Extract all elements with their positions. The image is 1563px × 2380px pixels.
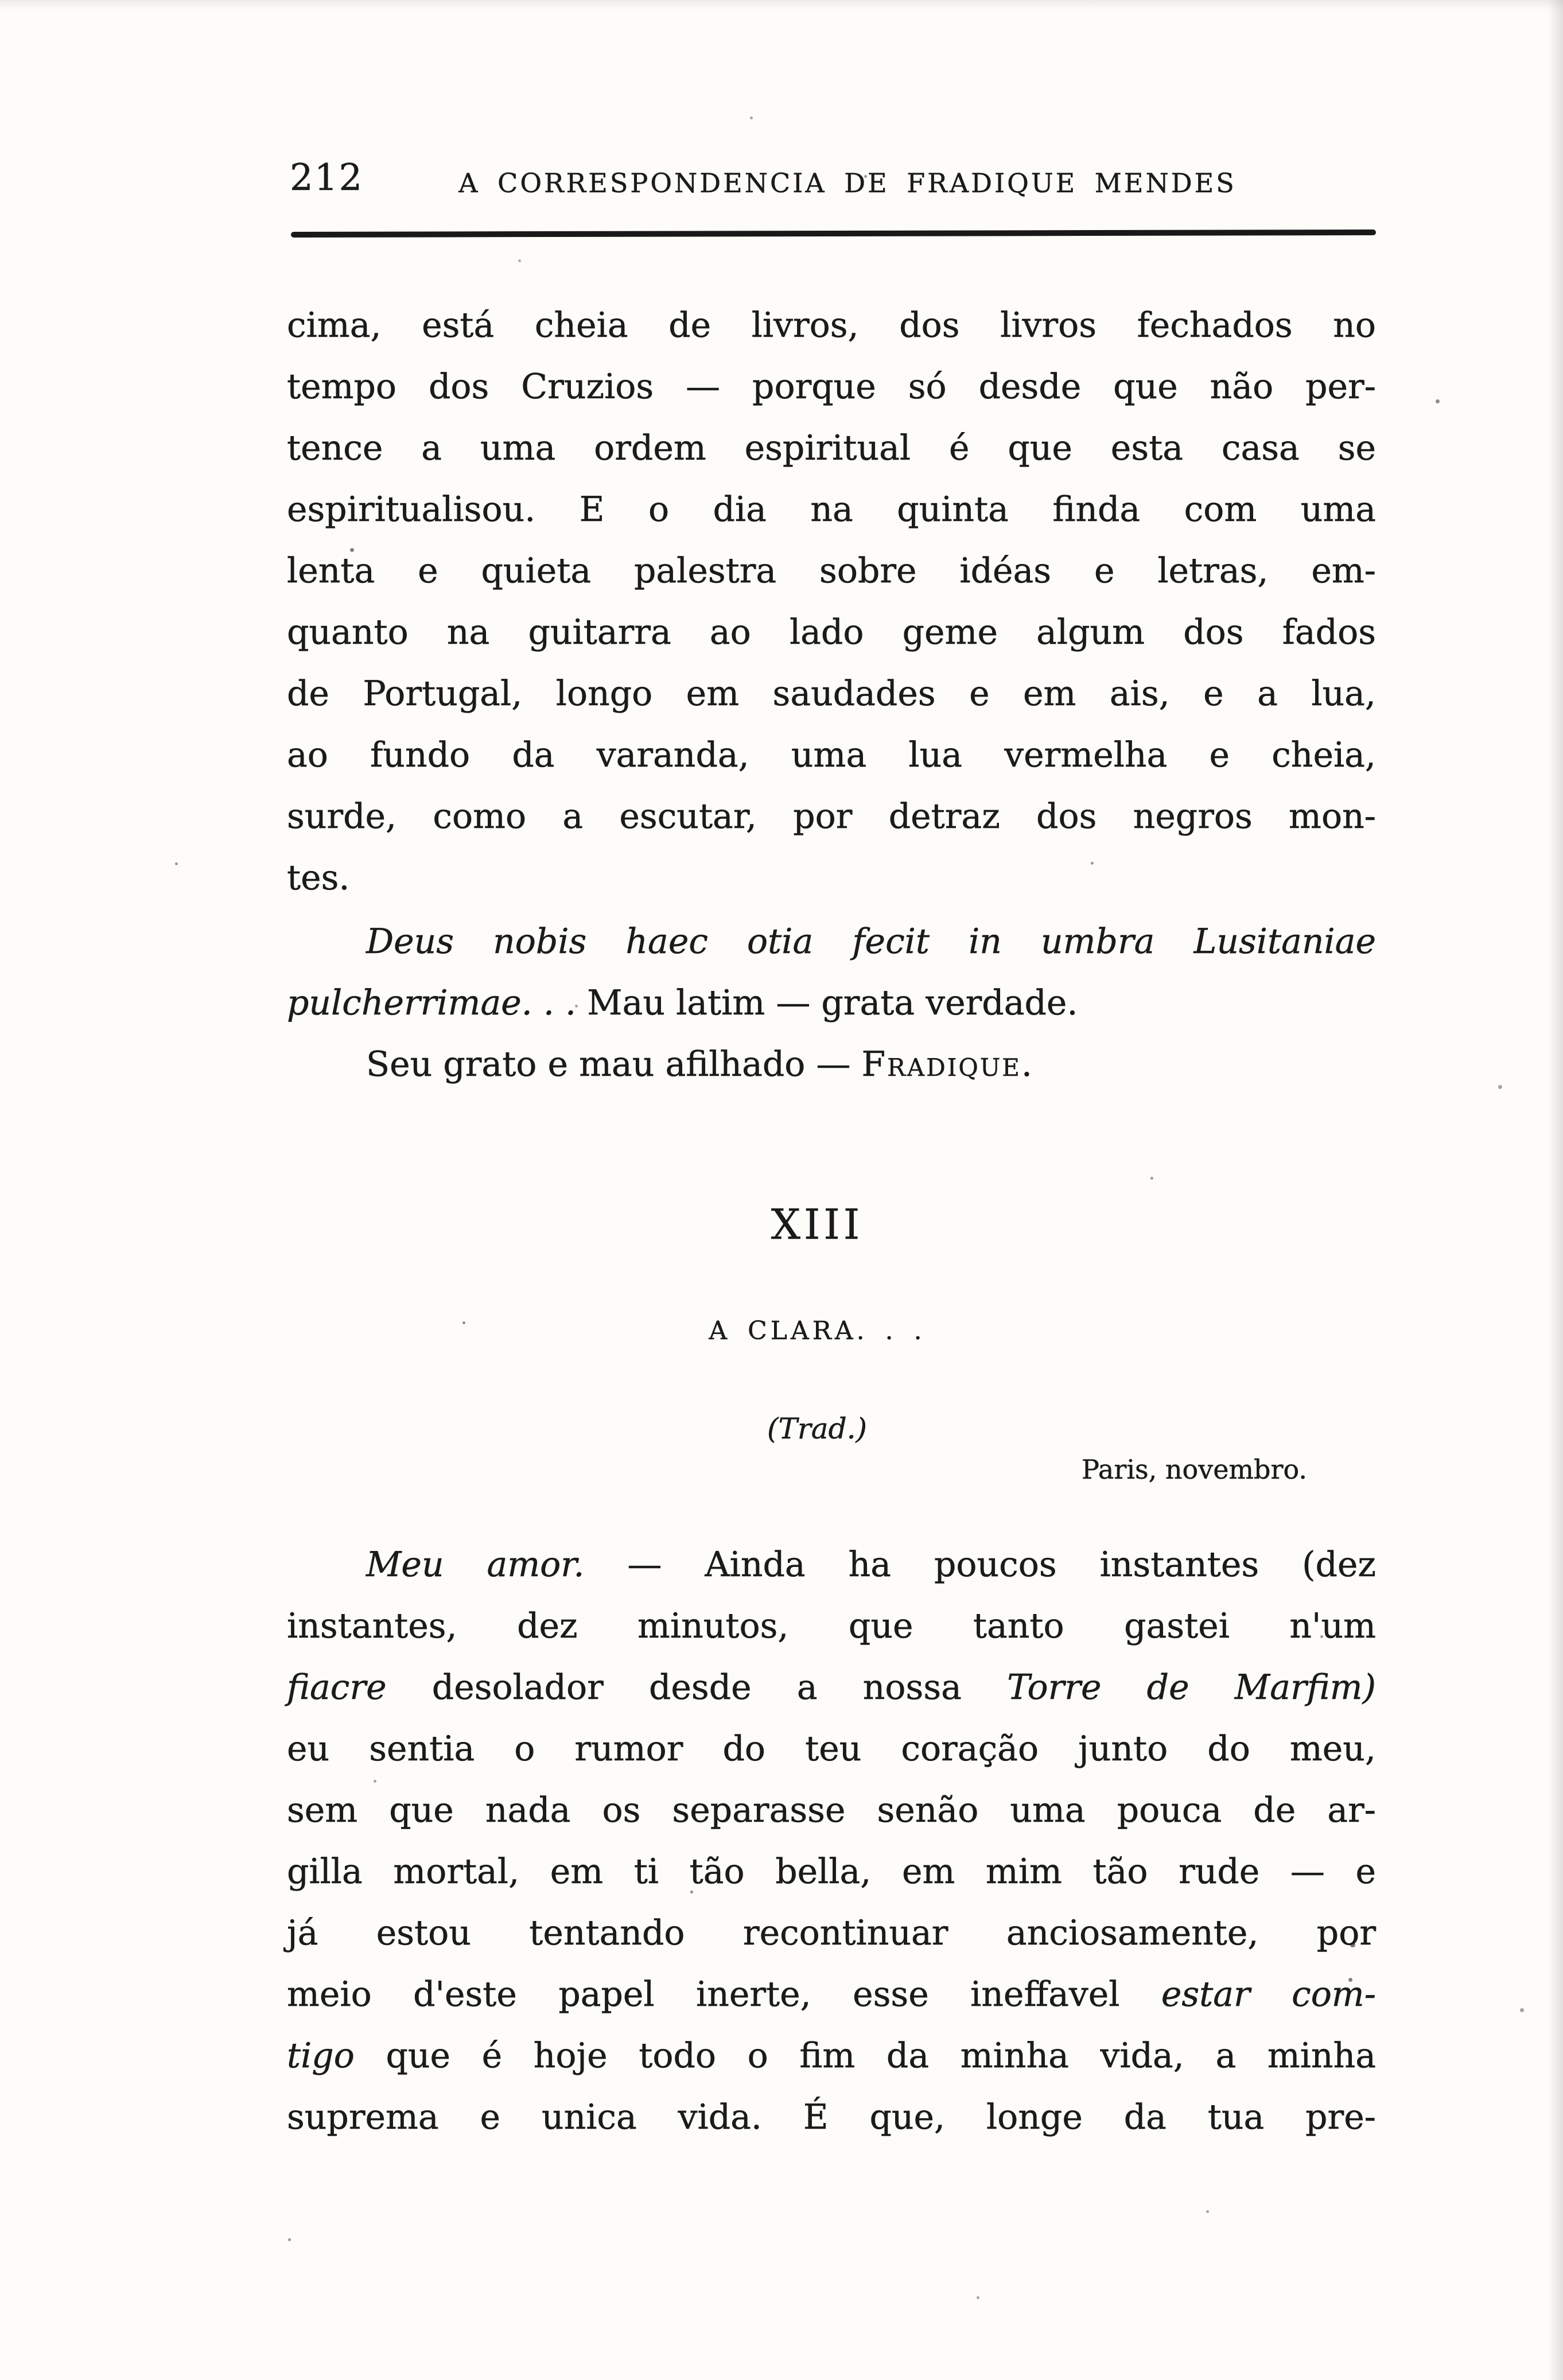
text-line xyxy=(287,540,1376,602)
text-segment: eu sentia o rumor do teu coração junto do meu, xyxy=(287,1729,1376,1769)
text-line xyxy=(287,418,1376,479)
text-line xyxy=(287,786,1376,847)
text-segment: espiritualisou. E o dia na quinta finda com uma xyxy=(287,489,1376,530)
text-line xyxy=(287,1903,1376,1964)
letter-xiii-body xyxy=(287,1534,1376,2148)
text-line xyxy=(287,1657,1376,1718)
text-segment: já estou tentando recontinuar anciosamente, por xyxy=(287,1913,1376,1953)
scan-edge-shadow-right xyxy=(1548,0,1563,2380)
text-segment: tes. xyxy=(287,858,350,898)
text-segment: meio d'este papel inerte, esse ineffavel xyxy=(287,1974,1161,2015)
text-line xyxy=(287,1964,1376,2025)
text-segment: sem que nada os separasse senão uma pouca de ar- xyxy=(287,1790,1376,1830)
text-segment: pulcherrimae. . . xyxy=(287,983,577,1023)
text-line xyxy=(287,847,1376,909)
text-segment: instantes, dez minutos, que tanto gastei n'um xyxy=(287,1606,1376,1646)
text-line xyxy=(287,663,1376,725)
letter-xii-ending xyxy=(287,295,1376,1095)
text-segment: lenta e quieta palestra sobre idéas e letras, em- xyxy=(287,551,1376,591)
text-line xyxy=(287,295,1376,356)
text-line xyxy=(287,1780,1376,1841)
paragraph-continuation xyxy=(287,295,1376,909)
section-addressee: A CLARA. . . xyxy=(709,1316,926,1345)
text-segment: quanto na guitarra ao lado geme algum dos fados xyxy=(287,612,1376,652)
text-line xyxy=(287,1718,1376,1780)
text-segment: que é hoje todo o fim da minha vida, a minha xyxy=(354,2036,1376,2076)
letter-opening-paragraph xyxy=(287,1534,1376,2148)
text-segment: suprema e unica vida. É que, longe da tua pre- xyxy=(287,2097,1376,2137)
text-segment: desolador desde a nossa xyxy=(386,1667,1008,1708)
latin-quote-paragraph xyxy=(287,911,1376,1034)
text-segment: cima, está cheia de livros, dos livros fechados no xyxy=(287,305,1376,345)
text-line xyxy=(287,2087,1376,2148)
text-line xyxy=(287,911,1376,973)
dateline: Paris, novembro. xyxy=(1082,1454,1307,1485)
text-segment: Seu grato e mau afilhado — xyxy=(366,1044,862,1084)
text-line xyxy=(287,2025,1376,2087)
page-number: 212 xyxy=(290,157,364,199)
text-line xyxy=(287,1534,1376,1596)
text-line xyxy=(287,479,1376,540)
text-segment: Mau latim — grata verdade. xyxy=(576,983,1078,1023)
text-segment: Torre de Marfim) xyxy=(1007,1667,1376,1708)
text-line xyxy=(287,725,1376,786)
text-line xyxy=(287,1841,1376,1903)
section-number: XIII xyxy=(771,1200,864,1249)
text-segment: Fradique. xyxy=(861,1044,1034,1084)
text-segment: estar com- xyxy=(1161,1974,1376,2015)
text-line xyxy=(287,1034,1376,1095)
text-segment: — Ainda ha poucos instantes (dez xyxy=(584,1545,1376,1585)
running-title: A CORRESPONDENCIA DE FRADIQUE MENDES xyxy=(458,168,1237,199)
text-segment: fiacre xyxy=(287,1667,387,1708)
header-rule xyxy=(291,230,1376,238)
translation-note: (Trad.) xyxy=(767,1412,867,1445)
text-segment: Deus nobis haec otia fecit in umbra Lusitaniae xyxy=(366,921,1376,962)
text-segment: surde, como a escutar, por detraz dos negros mon- xyxy=(287,796,1376,837)
text-line xyxy=(287,973,1376,1034)
text-segment: tempo dos Cruzios — porque só desde que não per- xyxy=(287,367,1376,407)
text-segment: tence a uma ordem espiritual é que esta casa se xyxy=(287,428,1376,468)
text-line xyxy=(287,602,1376,663)
scan-edge-shadow-top xyxy=(0,0,1563,10)
text-line xyxy=(287,356,1376,418)
text-segment: gilla mortal, em ti tão bella, em mim tão rude — e xyxy=(287,1852,1376,1892)
text-segment: Meu amor. xyxy=(366,1545,585,1585)
text-segment: tigo xyxy=(287,2036,355,2076)
text-line xyxy=(287,1596,1376,1657)
text-segment: ao fundo da varanda, uma lua vermelha e cheia, xyxy=(287,735,1376,775)
signature-paragraph xyxy=(287,1034,1376,1095)
text-segment: de Portugal, longo em saudades e em ais, e a lua, xyxy=(287,674,1376,714)
